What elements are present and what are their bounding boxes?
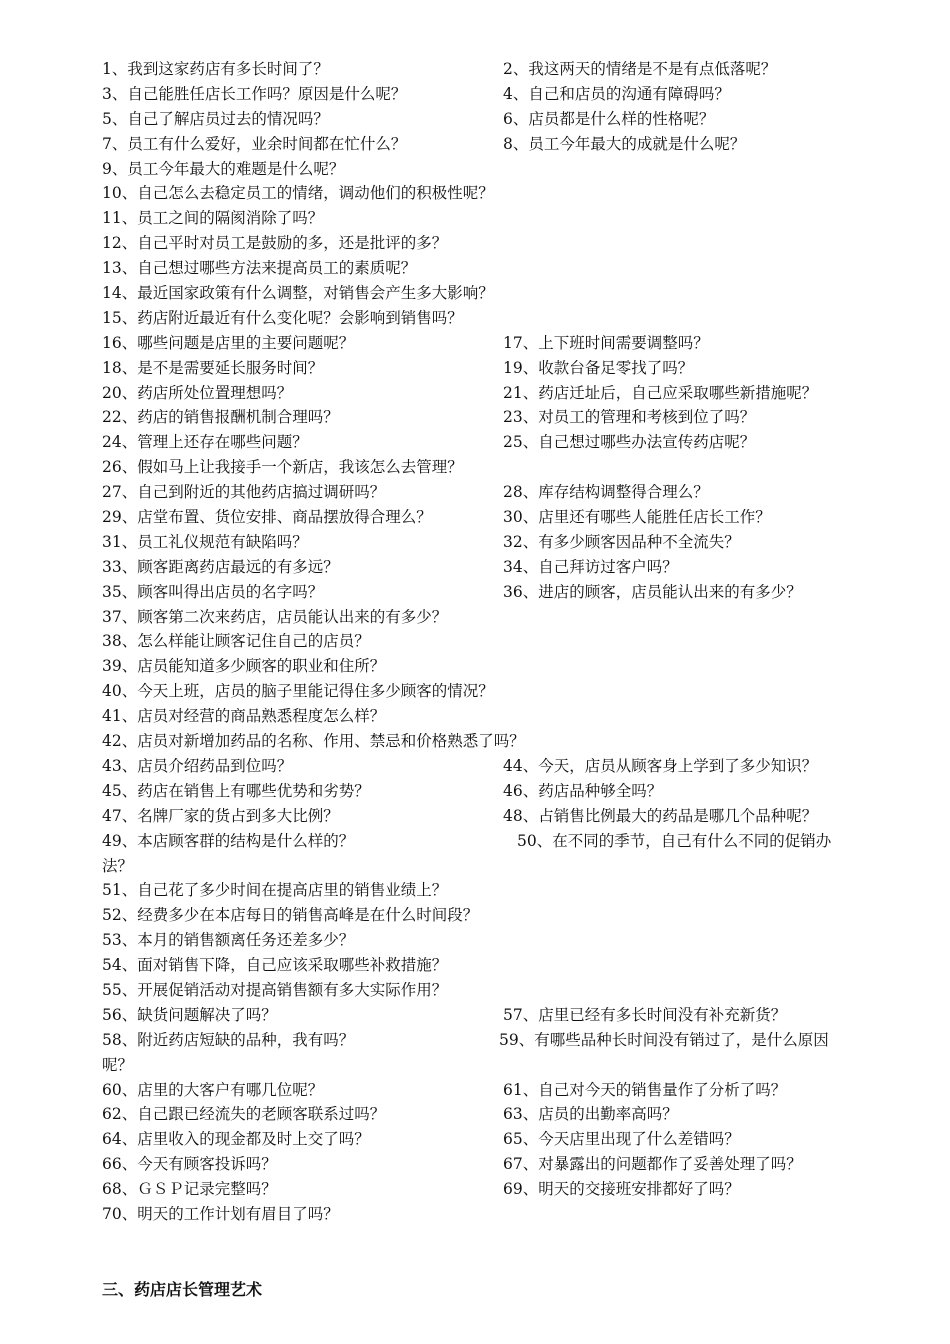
list-item: 56、缺货问题解决了吗？ — [102, 1005, 277, 1024]
list-item: 35、顾客叫得出店员的名字吗？ — [102, 582, 324, 601]
list-item: 18、是不是需要延长服务时间？ — [102, 358, 324, 377]
list-item: 17、上下班时间需要调整吗？ — [503, 333, 709, 352]
list-row — [102, 654, 910, 679]
list-item: 36、进店的顾客，店员能认出来的有多少？ — [503, 582, 802, 601]
list-item: 54、面对销售下降，自己应该采取哪些补救措施？ — [102, 956, 448, 975]
list-item: 12、自己平时对员工是鼓励的多，还是批评的多？ — [102, 234, 448, 253]
list-item: 59、有哪些品种长时间没有销过了，是什么原因 — [499, 1030, 829, 1049]
list-row — [102, 1003, 910, 1028]
list-item: 32、有多少顾客因品种不全流失？ — [503, 532, 740, 551]
list-item: 63、店员的出勤率高吗？ — [503, 1105, 678, 1124]
list-item: 47、名牌厂家的货占到多大比例？ — [102, 806, 339, 825]
list-row — [102, 779, 910, 804]
list-row — [102, 480, 910, 505]
list-row — [102, 704, 910, 729]
list-item: 9、员工今年最大的难题是什么呢？ — [102, 159, 345, 178]
list-row — [102, 82, 910, 107]
list-row — [102, 1152, 910, 1177]
list-row — [102, 804, 910, 829]
list-item: 13、自己想过哪些方法来提高员工的素质呢？ — [102, 259, 417, 278]
list-row — [102, 57, 910, 82]
list-row — [102, 157, 910, 182]
list-row — [102, 953, 910, 978]
list-item: 26、假如马上让我接手一个新店，我该怎么去管理？ — [102, 458, 463, 477]
list-item: 24、管理上还存在哪些问题？ — [102, 433, 308, 452]
list-item: 31、员工礼仪规范有缺陷吗？ — [102, 532, 308, 551]
list-row — [102, 580, 910, 605]
list-row — [102, 132, 910, 157]
list-item: 51、自己花了多少时间在提高店里的销售业绩上？ — [102, 881, 448, 900]
list-item: 4、自己和店员的沟通有障碍吗？ — [503, 84, 730, 103]
list-item: 53、本月的销售额离任务还差多少？ — [102, 931, 355, 950]
list-row — [102, 405, 910, 430]
list-item: 44、今天，店员从顾客身上学到了多少知识？ — [503, 756, 818, 775]
list-row — [102, 903, 910, 928]
list-item: 19、收款台备足零找了吗？ — [503, 358, 694, 377]
list-item: 39、店员能知道多少顾客的职业和住所？ — [102, 657, 386, 676]
list-item: 42、店员对新增加药品的名称、作用、禁忌和价格熟悉了吗？ — [102, 732, 525, 751]
list-row — [102, 530, 910, 555]
section-heading: 三、药店店长管理艺术 — [102, 1280, 263, 1299]
list-row — [102, 928, 910, 953]
list-item: 6、店员都是什么样的性格呢？ — [503, 109, 715, 128]
list-item: 1、我到这家药店有多长时间了？ — [102, 60, 329, 78]
list-item: 69、明天的交接班安排都好了吗？ — [503, 1180, 740, 1199]
list-item: 7、员工有什么爱好，业余时间都在忙什么？ — [102, 134, 407, 153]
list-item: 58、附近药店短缺的品种，我有吗？ — [102, 1030, 355, 1049]
list-row — [102, 1028, 910, 1053]
list-item-continuation: 呢？ — [102, 1055, 134, 1074]
list-row — [102, 854, 910, 879]
list-item: 50、在不同的季节，自己有什么不同的促销办 — [517, 831, 832, 850]
list-row — [102, 231, 910, 256]
list-item: 70、明天的工作计划有眉目了吗？ — [102, 1204, 339, 1223]
list-item-continuation: 法？ — [102, 856, 134, 875]
list-row — [102, 256, 910, 281]
list-item: 66、今天有顾客投诉吗？ — [102, 1155, 277, 1174]
list-row — [102, 181, 910, 206]
list-item: 22、药店的销售报酬机制合理吗？ — [102, 408, 339, 427]
list-row — [102, 679, 910, 704]
list-row — [102, 206, 910, 231]
list-row — [102, 1053, 910, 1078]
list-row — [102, 107, 910, 132]
list-row — [102, 1202, 910, 1227]
list-item: 55、开展促销活动对提高销售额有多大实际作用？ — [102, 980, 448, 999]
list-item: 29、店堂布置、货位安排、商品摆放得合理么？ — [102, 508, 432, 527]
list-row — [102, 1102, 910, 1127]
list-row — [102, 878, 910, 903]
list-item: 49、本店顾客群的结构是什么样的？ — [102, 831, 355, 850]
list-row — [102, 1127, 910, 1152]
list-item: 30、店里还有哪些人能胜任店长工作？ — [503, 508, 771, 527]
list-item: 40、今天上班，店员的脑子里能记得住多少顾客的情况？ — [102, 682, 494, 701]
list-item: 3、自己能胜任店长工作吗？原因是什么呢？ — [102, 84, 407, 103]
list-item: 57、店里已经有多长时间没有补充新货？ — [503, 1005, 787, 1024]
list-item: 67、对暴露出的问题都作了妥善处理了吗？ — [503, 1155, 802, 1174]
list-item: 65、今天店里出现了什么差错吗？ — [503, 1130, 740, 1149]
list-row — [102, 306, 910, 331]
list-row — [102, 605, 910, 630]
list-item: 43、店员介绍药品到位吗？ — [102, 756, 293, 775]
list-row — [102, 381, 910, 406]
list-item: 25、自己想过哪些办法宣传药店呢？ — [503, 433, 756, 452]
list-row — [102, 331, 910, 356]
list-row — [102, 1177, 910, 1202]
list-item: 5、自己了解店员过去的情况吗？ — [102, 109, 329, 128]
list-item: 37、顾客第二次来药店，店员能认出来的有多少？ — [102, 607, 448, 626]
list-item: 15、药店附近最近有什么变化呢？会影响到销售吗？ — [102, 308, 463, 327]
list-item: 62、自己跟已经流失的老顾客联系过吗？ — [102, 1105, 386, 1124]
list-row — [102, 729, 910, 754]
list-item: 23、对员工的管理和考核到位了吗？ — [503, 408, 756, 427]
list-item: 28、库存结构调整得合理么？ — [503, 483, 709, 502]
list-row — [102, 356, 910, 381]
list-item: 2、我这两天的情绪是不是有点低落呢？ — [503, 60, 777, 78]
list-item: 16、哪些问题是店里的主要问题呢？ — [102, 333, 355, 352]
list-item: 64、店里收入的现金都及时上交了吗？ — [102, 1130, 370, 1149]
list-row — [102, 829, 910, 854]
list-row — [102, 978, 910, 1003]
list-item: 68、ＧＳＰ记录完整吗？ — [102, 1180, 277, 1199]
list-row — [102, 281, 910, 306]
list-row — [102, 754, 910, 779]
list-row — [102, 505, 910, 530]
list-item: 20、药店所处位置理想吗？ — [102, 383, 293, 402]
list-row — [102, 1078, 910, 1103]
list-item: 8、员工今年最大的成就是什么呢？ — [503, 134, 746, 153]
list-row — [102, 629, 910, 654]
list-item: 45、药店在销售上有哪些优势和劣势？ — [102, 781, 370, 800]
list-item: 34、自己拜访过客户吗？ — [503, 557, 678, 576]
list-item: 48、占销售比例最大的药品是哪几个品种呢？ — [503, 806, 818, 825]
list-item: 27、自己到附近的其他药店搞过调研吗？ — [102, 483, 386, 502]
list-item: 46、药店品种够全吗？ — [503, 781, 663, 800]
list-item: 38、怎么样能让顾客记住自己的店员？ — [102, 632, 370, 651]
list-row — [102, 430, 910, 455]
list-item: 21、药店迁址后，自己应采取哪些新措施呢？ — [503, 383, 818, 402]
list-item: 41、店员对经营的商品熟悉程度怎么样？ — [102, 707, 386, 726]
list-item: 14、最近国家政策有什么调整，对销售会产生多大影响？ — [102, 284, 494, 303]
list-item: 11、员工之间的隔阂消除了吗？ — [102, 209, 324, 228]
list-item: 61、自己对今天的销售量作了分析了吗？ — [503, 1080, 787, 1099]
list-item: 10、自己怎么去稳定员工的情绪，调动他们的积极性呢？ — [102, 184, 494, 203]
question-list — [102, 57, 910, 1227]
list-item: 52、经费多少在本店每日的销售高峰是在什么时间段？ — [102, 906, 479, 925]
list-item: 60、店里的大客户有哪几位呢？ — [102, 1080, 324, 1099]
list-item: 33、顾客距离药店最远的有多远？ — [102, 557, 339, 576]
list-row — [102, 455, 910, 480]
list-row — [102, 555, 910, 580]
